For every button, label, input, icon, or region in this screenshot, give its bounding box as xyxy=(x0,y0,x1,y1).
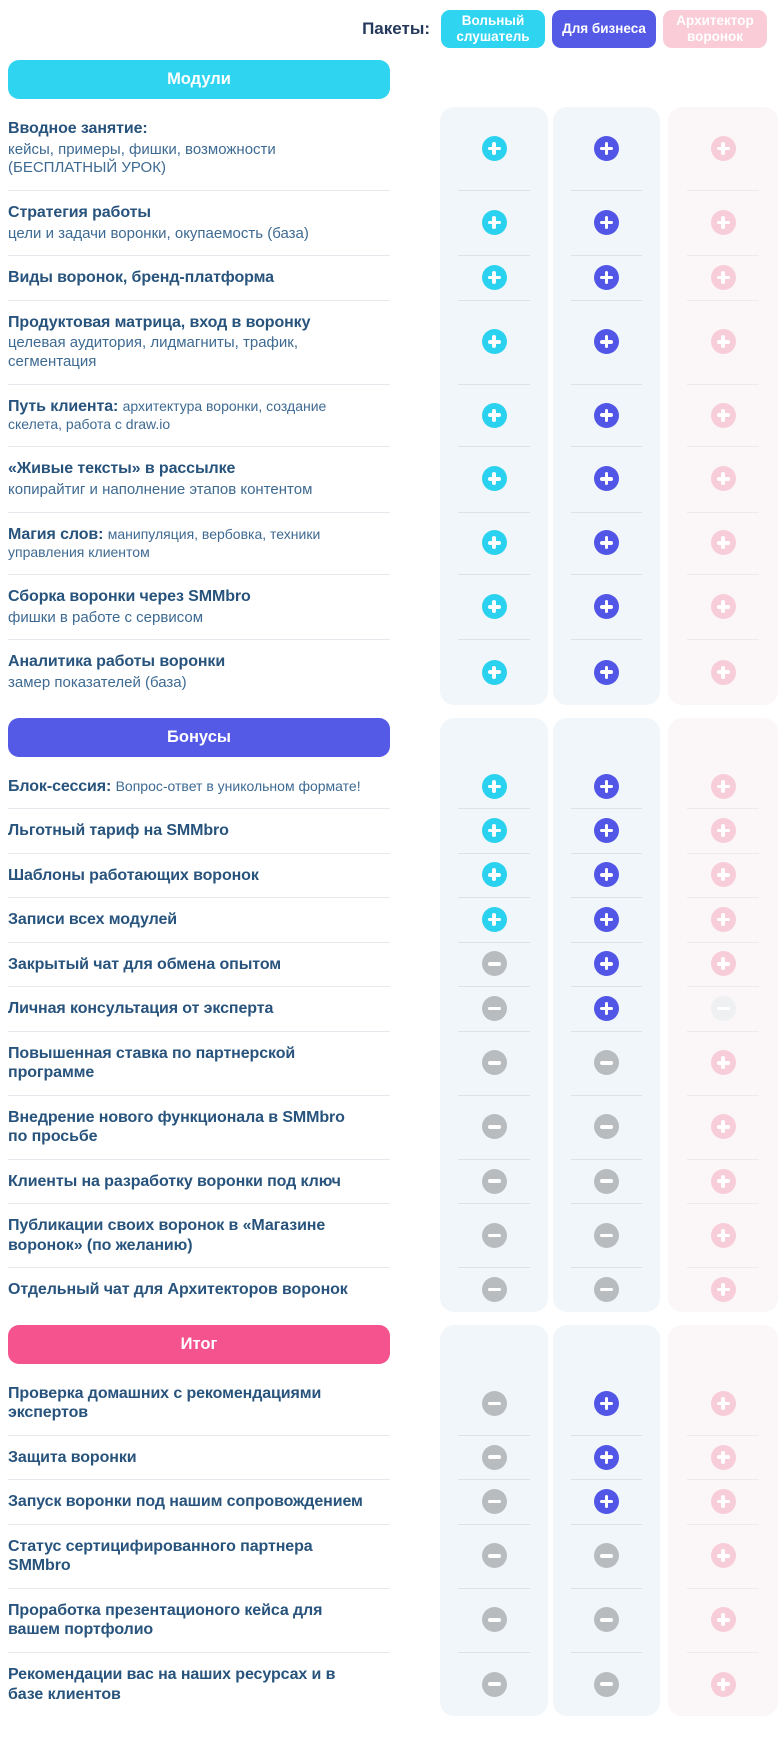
feature-row xyxy=(8,639,390,704)
availability-cell-volnyy-slushatel xyxy=(440,300,548,384)
plus-icon xyxy=(594,951,619,976)
section-header-cell xyxy=(8,60,435,107)
plus-icon xyxy=(482,466,507,491)
minus-icon xyxy=(482,1114,507,1139)
section-header-moduli: Модули xyxy=(8,60,390,99)
availability-cell-dlya-biznesa xyxy=(553,1372,660,1435)
plus-icon xyxy=(711,774,736,799)
availability-cell-volnyy-slushatel xyxy=(440,1588,548,1652)
plus-icon xyxy=(711,265,736,290)
availability-cell-dlya-biznesa xyxy=(553,1031,660,1095)
availability-cell-volnyy-slushatel xyxy=(440,107,548,190)
feature-row xyxy=(8,384,390,447)
feature-subtitle: замер показателей (база) xyxy=(8,673,187,691)
availability-cell-arkhitektor-voronok xyxy=(668,986,778,1031)
plus-icon xyxy=(594,1445,619,1470)
plus-icon xyxy=(711,210,736,235)
feature-row xyxy=(8,942,390,987)
plus-icon xyxy=(711,1489,736,1514)
feature-title: Защита воронки xyxy=(8,1448,137,1466)
feature-row xyxy=(8,512,390,575)
feature-row xyxy=(8,300,390,384)
availability-cell-arkhitektor-voronok xyxy=(668,853,778,898)
feature-subtitle: фишки в работе с сервисом xyxy=(8,608,204,626)
availability-cell-volnyy-slushatel xyxy=(440,190,548,255)
minus-icon xyxy=(594,1114,619,1139)
availability-cell-arkhitektor-voronok xyxy=(668,574,778,639)
panel-top-dlya-biznesa xyxy=(553,60,660,107)
availability-cell-dlya-biznesa xyxy=(553,300,660,384)
feature-title: Отдельный чат для Архитекторов воронок xyxy=(8,1281,348,1299)
plus-icon xyxy=(482,594,507,619)
availability-cell-arkhitektor-voronok xyxy=(668,1159,778,1204)
plus-icon xyxy=(594,1489,619,1514)
minus-icon xyxy=(482,1169,507,1194)
availability-cell-arkhitektor-voronok xyxy=(668,446,778,511)
plus-icon xyxy=(711,136,736,161)
section-itog xyxy=(8,1325,782,1716)
feature-row xyxy=(8,897,390,942)
availability-cell-volnyy-slushatel xyxy=(440,1372,548,1435)
plus-icon xyxy=(482,862,507,887)
plus-icon xyxy=(594,862,619,887)
availability-cell-dlya-biznesa xyxy=(553,190,660,255)
plus-icon xyxy=(711,818,736,843)
availability-cell-arkhitektor-voronok xyxy=(668,1524,778,1588)
minus-icon xyxy=(482,996,507,1021)
feature-title: Путь клиента: xyxy=(8,397,123,415)
plus-icon xyxy=(711,1277,736,1302)
minus-icon xyxy=(482,1050,507,1075)
feature-title: Аналитика работы воронки xyxy=(8,653,226,671)
section-header-bonusy: Бонусы xyxy=(8,718,390,757)
minus-icon xyxy=(594,1277,619,1302)
minus-icon xyxy=(482,951,507,976)
plus-icon xyxy=(711,1543,736,1568)
section-header-cell xyxy=(8,718,435,765)
feature-title: Запуск воронки под нашим сопровождением xyxy=(8,1493,363,1511)
availability-cell-arkhitektor-voronok xyxy=(668,1479,778,1524)
minus-icon xyxy=(594,1050,619,1075)
availability-cell-arkhitektor-voronok xyxy=(668,107,778,190)
feature-title: Вводное занятие: xyxy=(8,120,148,137)
availability-cell-dlya-biznesa xyxy=(553,1203,660,1267)
availability-cell-dlya-biznesa xyxy=(553,853,660,898)
plus-icon xyxy=(711,951,736,976)
plus-icon xyxy=(711,1607,736,1632)
availability-cell-dlya-biznesa xyxy=(553,446,660,511)
minus-icon xyxy=(482,1277,507,1302)
minus-icon xyxy=(594,1672,619,1697)
feature-row xyxy=(8,574,390,639)
minus-icon xyxy=(594,1223,619,1248)
panel-top-volnyy-slushatel xyxy=(440,1325,548,1372)
availability-cell-dlya-biznesa xyxy=(553,1095,660,1159)
packages-header xyxy=(8,8,782,60)
plus-icon xyxy=(711,1445,736,1470)
feature-title: Сборка воронки через SMMbro xyxy=(8,588,251,606)
availability-cell-volnyy-slushatel xyxy=(440,1652,548,1716)
availability-cell-arkhitektor-voronok xyxy=(668,808,778,853)
feature-row xyxy=(8,107,390,190)
plus-icon xyxy=(711,403,736,428)
packages-label: Пакеты: xyxy=(362,19,430,38)
plus-icon xyxy=(711,660,736,685)
availability-cell-dlya-biznesa xyxy=(553,107,660,190)
feature-title: Записи всех модулей xyxy=(8,911,177,929)
availability-cell-volnyy-slushatel xyxy=(440,897,548,942)
feature-title: Продуктовая матрица, вход в воронку xyxy=(8,313,311,331)
plus-icon xyxy=(711,1672,736,1697)
feature-row xyxy=(8,1588,390,1652)
feature-title: Льготный тариф на SMMbro xyxy=(8,822,229,840)
availability-cell-dlya-biznesa xyxy=(553,384,660,447)
availability-cell-volnyy-slushatel xyxy=(440,853,548,898)
plus-icon xyxy=(482,210,507,235)
plus-icon xyxy=(482,660,507,685)
feature-title: Проверка домашних с рекомендациями экспертов xyxy=(8,1384,322,1422)
availability-cell-volnyy-slushatel xyxy=(440,446,548,511)
plus-icon xyxy=(594,210,619,235)
availability-cell-arkhitektor-voronok xyxy=(668,512,778,575)
plus-icon xyxy=(594,818,619,843)
feature-row xyxy=(8,255,390,300)
plus-icon xyxy=(711,862,736,887)
availability-cell-volnyy-slushatel xyxy=(440,986,548,1031)
package-buttons xyxy=(441,10,767,48)
plus-icon xyxy=(594,660,619,685)
availability-cell-dlya-biznesa xyxy=(553,1435,660,1480)
feature-row xyxy=(8,446,390,511)
feature-title: Стратегия работы xyxy=(8,204,151,222)
panel-top-arkhitektor-voronok xyxy=(668,60,778,107)
feature-subtitle: манипуляция, вербовка, техники управления клиентом xyxy=(8,525,321,561)
feature-row xyxy=(8,1031,390,1095)
availability-cell-arkhitektor-voronok xyxy=(668,1435,778,1480)
feature-title: Шаблоны работающих воронок xyxy=(8,866,259,884)
availability-cell-arkhitektor-voronok xyxy=(668,639,778,704)
availability-cell-arkhitektor-voronok xyxy=(668,190,778,255)
panel-top-arkhitektor-voronok xyxy=(668,1325,778,1372)
feature-subtitle: копирайтиг и наполнение этапов контентом xyxy=(8,480,313,498)
availability-cell-arkhitektor-voronok xyxy=(668,1203,778,1267)
feature-title: Повышенная ставка по партнерской программе xyxy=(8,1044,296,1082)
section-bonusy xyxy=(8,718,782,1312)
plus-icon xyxy=(711,1391,736,1416)
plus-icon xyxy=(711,1114,736,1139)
availability-cell-volnyy-slushatel xyxy=(440,942,548,987)
availability-cell-arkhitektor-voronok xyxy=(668,1588,778,1652)
plus-icon xyxy=(594,996,619,1021)
plus-icon xyxy=(594,265,619,290)
panel-top-volnyy-slushatel xyxy=(440,718,548,765)
feature-subtitle: цели и задачи воронки, окупаемость (база) xyxy=(8,224,309,242)
plus-icon xyxy=(711,466,736,491)
plus-icon xyxy=(594,774,619,799)
availability-cell-dlya-biznesa xyxy=(553,1652,660,1716)
availability-cell-volnyy-slushatel xyxy=(440,512,548,575)
feature-title: Магия слов: xyxy=(8,525,108,543)
feature-row xyxy=(8,1652,390,1716)
feature-title: Публикации своих воронок в «Магазине воронок» (по желанию) xyxy=(8,1217,326,1254)
availability-cell-dlya-biznesa xyxy=(553,255,660,300)
plus-icon xyxy=(711,594,736,619)
minus-icon xyxy=(594,1169,619,1194)
availability-cell-arkhitektor-voronok xyxy=(668,897,778,942)
minus-icon xyxy=(482,1672,507,1697)
availability-cell-arkhitektor-voronok xyxy=(668,1372,778,1435)
plus-icon xyxy=(482,818,507,843)
availability-cell-arkhitektor-voronok xyxy=(668,1267,778,1312)
plus-icon xyxy=(711,1223,736,1248)
plus-icon xyxy=(594,329,619,354)
availability-cell-dlya-biznesa xyxy=(553,1524,660,1588)
feature-row xyxy=(8,1435,390,1480)
panel-top-arkhitektor-voronok xyxy=(668,718,778,765)
feature-title: Внедрение нового функционала в SMMbro по просьбе xyxy=(8,1108,345,1146)
feature-subtitle: архитектура воронки, создание скелета, работа с draw.io xyxy=(8,397,327,433)
plus-icon xyxy=(482,329,507,354)
feature-subtitle: Вопрос-ответ в уникольном формате! xyxy=(115,777,361,794)
availability-cell-arkhitektor-voronok xyxy=(668,384,778,447)
minus-icon xyxy=(711,996,736,1021)
availability-cell-arkhitektor-voronok xyxy=(668,1095,778,1159)
panel-top-dlya-biznesa xyxy=(553,1325,660,1372)
plus-icon xyxy=(482,907,507,932)
feature-row xyxy=(8,986,390,1031)
minus-icon xyxy=(482,1223,507,1248)
plus-icon xyxy=(594,530,619,555)
feature-title: Рекомендации вас на наших ресурсах и в базе клиентов xyxy=(8,1665,336,1703)
feature-row xyxy=(8,853,390,898)
availability-cell-dlya-biznesa xyxy=(553,574,660,639)
feature-row xyxy=(8,190,390,255)
feature-row xyxy=(8,1372,390,1435)
plus-icon xyxy=(594,136,619,161)
minus-icon xyxy=(594,1607,619,1632)
availability-cell-dlya-biznesa xyxy=(553,1159,660,1204)
availability-cell-dlya-biznesa xyxy=(553,512,660,575)
section-header-cell xyxy=(8,1325,435,1372)
availability-cell-dlya-biznesa xyxy=(553,1479,660,1524)
plus-icon xyxy=(594,403,619,428)
plus-icon xyxy=(482,136,507,161)
feature-subtitle: целевая аудитория, лидмагниты, трафик, сегментация xyxy=(8,334,298,371)
feature-title: Закрытый чат для обмена опытом xyxy=(8,955,282,973)
feature-title: «Живые тексты» в рассылке xyxy=(8,460,236,478)
feature-title: Личная консультация от эксперта xyxy=(8,1000,274,1018)
minus-icon xyxy=(482,1391,507,1416)
minus-icon xyxy=(482,1543,507,1568)
plus-icon xyxy=(594,1391,619,1416)
plus-icon xyxy=(711,530,736,555)
availability-cell-dlya-biznesa xyxy=(553,808,660,853)
availability-cell-arkhitektor-voronok xyxy=(668,255,778,300)
feature-title: Клиенты на разработку воронки под ключ xyxy=(8,1172,341,1190)
feature-title: Виды воронок, бренд-платформа xyxy=(8,269,274,287)
availability-cell-volnyy-slushatel xyxy=(440,255,548,300)
availability-cell-volnyy-slushatel xyxy=(440,1479,548,1524)
minus-icon xyxy=(594,1543,619,1568)
minus-icon xyxy=(482,1489,507,1514)
feature-title: Проработка презентационого кейса для вашем портфолио xyxy=(8,1601,323,1639)
availability-cell-volnyy-slushatel xyxy=(440,1267,548,1312)
section-moduli xyxy=(8,60,782,705)
package-button-arkhitektor-voronok[interactable]: Архитектор воронок xyxy=(663,10,767,48)
feature-subtitle: кейсы, примеры, фишки, возможности (БЕСПЛАТНЫЙ УРОК) xyxy=(8,140,276,177)
availability-cell-volnyy-slushatel xyxy=(440,1203,548,1267)
availability-cell-dlya-biznesa xyxy=(553,897,660,942)
plus-icon xyxy=(711,907,736,932)
plus-icon xyxy=(594,907,619,932)
plus-icon xyxy=(482,403,507,428)
availability-cell-volnyy-slushatel xyxy=(440,639,548,704)
availability-cell-dlya-biznesa xyxy=(553,1588,660,1652)
plus-icon xyxy=(482,774,507,799)
availability-cell-arkhitektor-voronok xyxy=(668,765,778,809)
availability-cell-dlya-biznesa xyxy=(553,1267,660,1312)
availability-cell-volnyy-slushatel xyxy=(440,384,548,447)
availability-cell-dlya-biznesa xyxy=(553,942,660,987)
availability-cell-dlya-biznesa xyxy=(553,639,660,704)
availability-cell-arkhitektor-voronok xyxy=(668,942,778,987)
plus-icon xyxy=(711,329,736,354)
feature-title: Статус сертицифированного партнера SMMbro xyxy=(8,1537,313,1575)
minus-icon xyxy=(482,1607,507,1632)
plus-icon xyxy=(711,1169,736,1194)
plus-icon xyxy=(482,530,507,555)
plus-icon xyxy=(594,594,619,619)
plus-icon xyxy=(482,265,507,290)
availability-cell-arkhitektor-voronok xyxy=(668,300,778,384)
availability-cell-volnyy-slushatel xyxy=(440,1031,548,1095)
availability-cell-volnyy-slushatel xyxy=(440,765,548,809)
feature-row xyxy=(8,1095,390,1159)
section-header-itog: Итог xyxy=(8,1325,390,1364)
package-button-volnyy-slushatel[interactable]: Вольный слушатель xyxy=(441,10,545,48)
availability-cell-volnyy-slushatel xyxy=(440,808,548,853)
availability-cell-volnyy-slushatel xyxy=(440,1435,548,1480)
availability-cell-dlya-biznesa xyxy=(553,765,660,809)
availability-cell-volnyy-slushatel xyxy=(440,574,548,639)
availability-cell-dlya-biznesa xyxy=(553,986,660,1031)
availability-cell-arkhitektor-voronok xyxy=(668,1031,778,1095)
feature-row xyxy=(8,1159,390,1204)
availability-cell-arkhitektor-voronok xyxy=(668,1652,778,1716)
feature-row xyxy=(8,1524,390,1588)
feature-title: Блок-сессия: xyxy=(8,777,116,795)
panel-top-dlya-biznesa xyxy=(553,718,660,765)
comparison-table xyxy=(8,60,782,1716)
availability-cell-volnyy-slushatel xyxy=(440,1095,548,1159)
minus-icon xyxy=(482,1445,507,1470)
plus-icon xyxy=(711,1050,736,1075)
package-button-dlya-biznesa[interactable]: Для бизнеса xyxy=(552,10,656,48)
feature-row xyxy=(8,765,390,809)
feature-row xyxy=(8,808,390,853)
feature-row xyxy=(8,1479,390,1524)
feature-row xyxy=(8,1203,390,1267)
feature-row xyxy=(8,1267,390,1312)
panel-top-volnyy-slushatel xyxy=(440,60,548,107)
availability-cell-volnyy-slushatel xyxy=(440,1524,548,1588)
availability-cell-volnyy-slushatel xyxy=(440,1159,548,1204)
plus-icon xyxy=(594,466,619,491)
